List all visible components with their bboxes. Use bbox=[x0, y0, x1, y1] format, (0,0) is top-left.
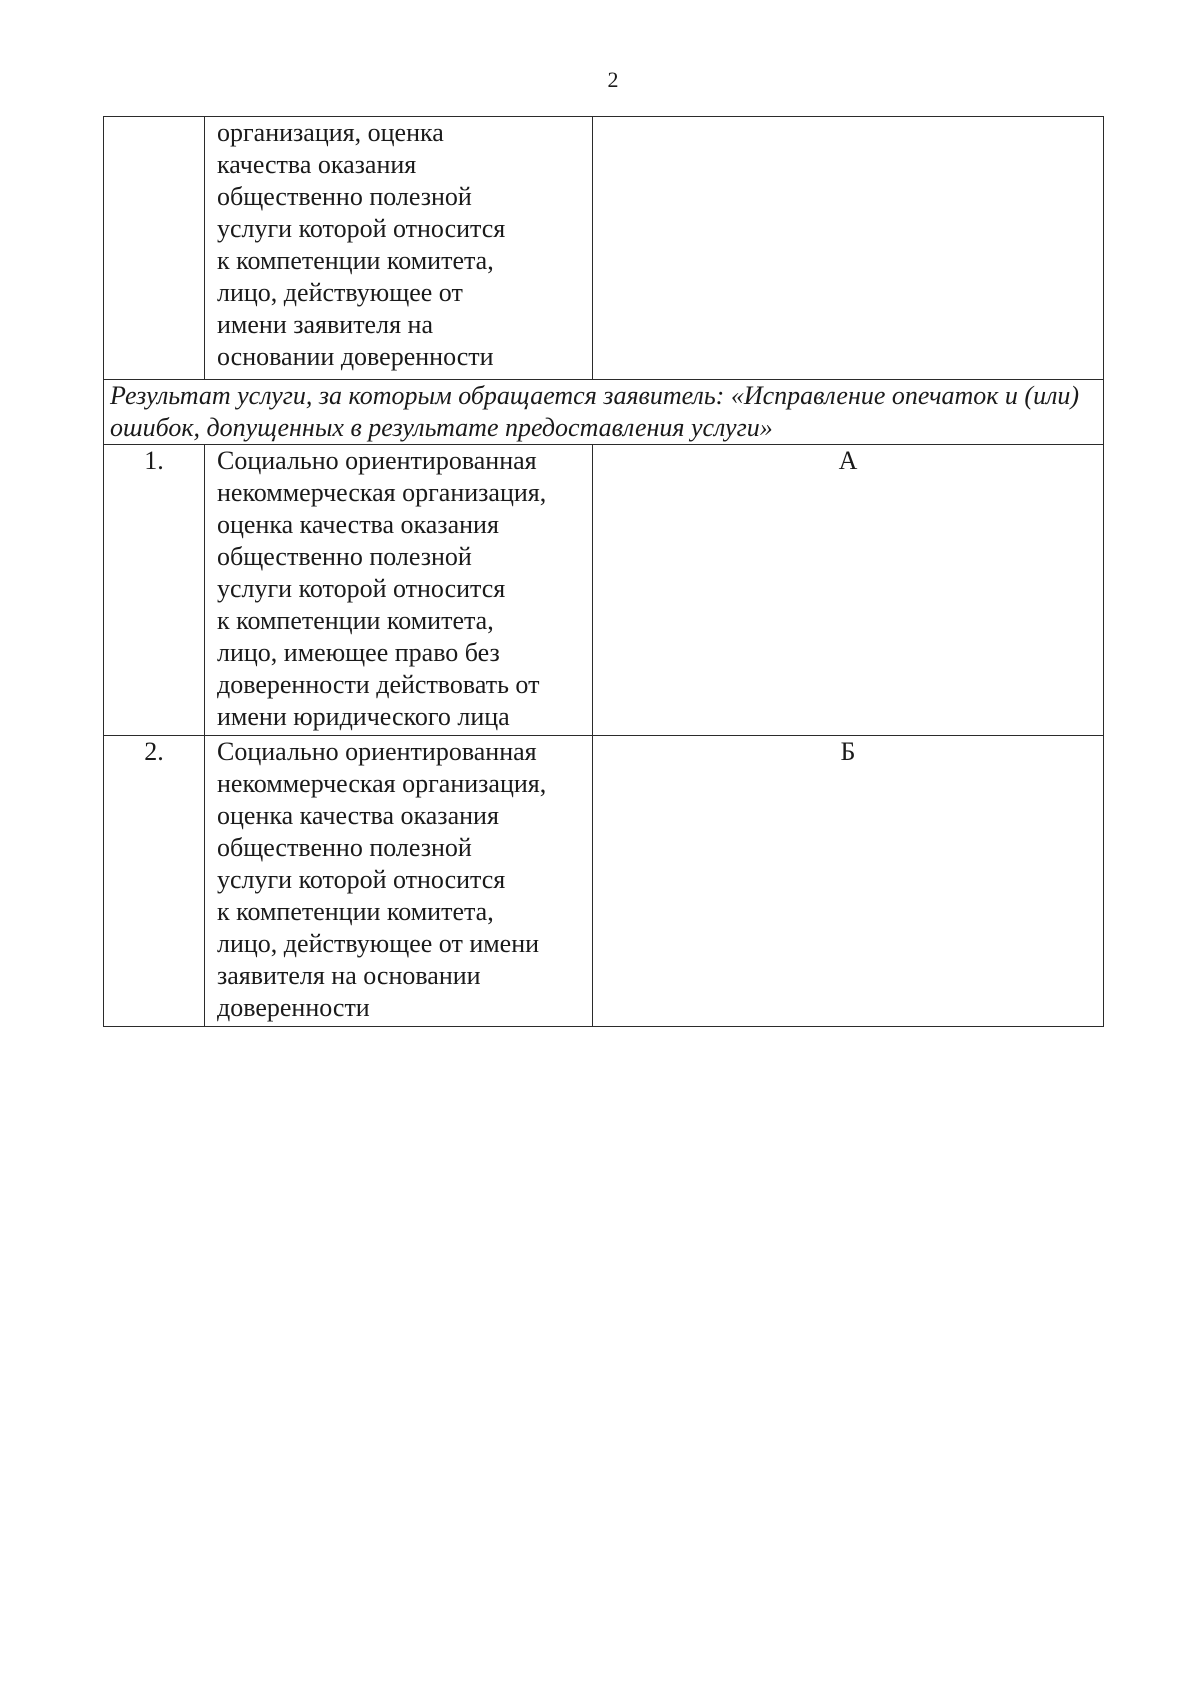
page-number: 2 bbox=[607, 67, 619, 92]
variant-code-cell: А bbox=[593, 445, 1104, 736]
applicant-description-cell: Социально ориентированная некоммерческая организация, оценка качества оказания общественно полезной услуги которой относится к компетенции комитета, лицо, имеющее право без доверенности действовать от имени юридического лица bbox=[205, 445, 593, 736]
table-row-continued bbox=[104, 117, 1104, 380]
table-row bbox=[104, 736, 1104, 1027]
section-header-row bbox=[104, 380, 1104, 445]
row-number-cell: 1. bbox=[104, 445, 205, 736]
applicant-description-cell: Социально ориентированная некоммерческая организация, оценка качества оказания общественно полезной услуги которой относится к компетенции комитета, лицо, действующее от имени заявителя на основании доверенности bbox=[205, 736, 593, 1027]
variant-code-cell: Б bbox=[593, 736, 1104, 1027]
row-number-cell: 2. bbox=[104, 736, 205, 1027]
row-number-cell bbox=[104, 117, 205, 380]
applicant-variants-table bbox=[103, 116, 1104, 1027]
table-row bbox=[104, 445, 1104, 736]
applicant-description-cell: организация, оценка качества оказания общественно полезной услуги которой относится к компетенции комитета, лицо, действующее от имени заявителя на основании доверенности bbox=[205, 117, 593, 380]
variant-code-cell bbox=[593, 117, 1104, 380]
service-result-heading: Результат услуги, за которым обращается заявитель: «Исправление опечаток и (или) ошибок, допущенных в результате предоставления услуги» bbox=[104, 380, 1104, 445]
